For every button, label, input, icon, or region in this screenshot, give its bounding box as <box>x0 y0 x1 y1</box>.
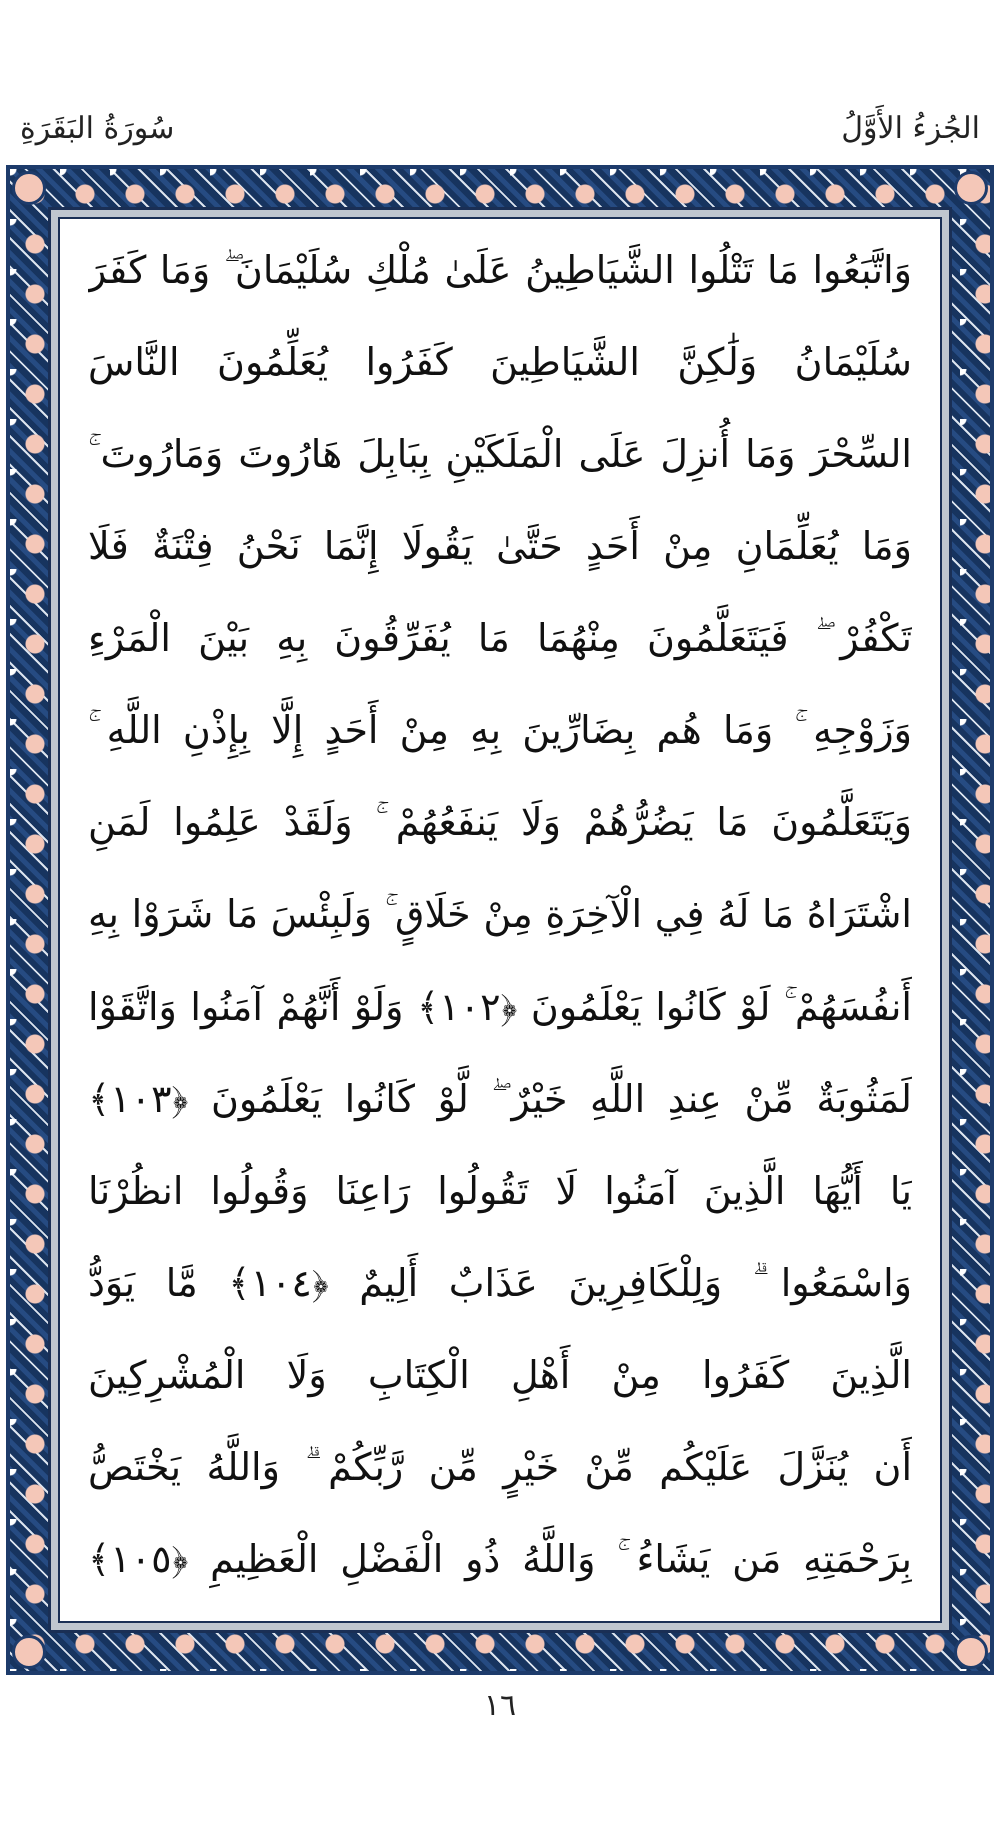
surah-title: سُورَةُ البَقَرَةِ <box>20 110 175 146</box>
text-panel <box>58 217 942 1623</box>
text-line: السِّحْرَ وَمَا أُنزِلَ عَلَى الْمَلَكَيْنِ بِبَابِلَ هَارُوتَ وَمَارُوتَ ۚ <box>88 432 912 477</box>
corner-ornament-icon <box>954 171 988 205</box>
quran-text <box>88 229 912 1601</box>
page-number: ١٦ <box>483 1688 517 1723</box>
text-line: اشْتَرَاهُ مَا لَهُ فِي الْآخِرَةِ مِنْ خَلَاقٍ ۚ وَلَبِئْسَ مَا شَرَوْا بِهِ <box>88 892 912 937</box>
corner-ornament-icon <box>12 171 46 205</box>
text-line: بِرَحْمَتِهِ مَن يَشَاءُ ۚ وَاللَّهُ ذُو الْفَضْلِ الْعَظِيمِ ﴿١٠٥﴾ <box>88 1536 912 1581</box>
text-line: وَاتَّبَعُوا مَا تَتْلُوا الشَّيَاطِينُ عَلَىٰ مُلْكِ سُلَيْمَانَ ۖ وَمَا كَفَرَ <box>88 248 912 292</box>
text-line: وَزَوْجِهِ ۚ وَمَا هُم بِضَارِّينَ بِهِ مِنْ أَحَدٍ إِلَّا بِإِذْنِ اللَّهِ ۚ <box>88 708 912 753</box>
text-line: أَن يُنَزَّلَ عَلَيْكُم مِّنْ خَيْرٍ مِّن رَّبِّكُمْ ۗ وَاللَّهُ يَخْتَصُّ <box>88 1444 912 1489</box>
text-line: وَيَتَعَلَّمُونَ مَا يَضُرُّهُمْ وَلَا يَنفَعُهُمْ ۚ وَلَقَدْ عَلِمُوا لَمَنِ <box>88 800 912 845</box>
text-line: تَكْفُرْ ۖ فَيَتَعَلَّمُونَ مِنْهُمَا مَا يُفَرِّقُونَ بِهِ بَيْنَ الْمَرْءِ <box>88 616 912 661</box>
border-band <box>48 207 952 1633</box>
juz-title: الجُزءُ الأَوَّلُ <box>841 110 980 146</box>
text-line: أَنفُسَهُمْ ۚ لَوْ كَانُوا يَعْلَمُونَ ﴿١٠٢﴾ وَلَوْ أَنَّهُمْ آمَنُوا وَاتَّقَوْا <box>88 984 912 1029</box>
text-line: وَاسْمَعُوا ۗ وَلِلْكَافِرِينَ عَذَابٌ أَلِيمٌ ﴿١٠٤﴾ مَّا يَوَدُّ <box>88 1260 912 1305</box>
text-line: يَا أَيُّهَا الَّذِينَ آمَنُوا لَا تَقُولُوا رَاعِنَا وَقُولُوا انظُرْنَا <box>88 1168 912 1213</box>
text-line: لَمَثُوبَةٌ مِّنْ عِندِ اللَّهِ خَيْرٌ ۖ لَّوْ كَانُوا يَعْلَمُونَ ﴿١٠٣﴾ <box>88 1076 912 1121</box>
text-line: الَّذِينَ كَفَرُوا مِنْ أَهْلِ الْكِتَابِ وَلَا الْمُشْرِكِينَ <box>88 1352 912 1397</box>
corner-ornament-icon <box>12 1635 46 1669</box>
text-line: سُلَيْمَانُ وَلَٰكِنَّ الشَّيَاطِينَ كَفَرُوا يُعَلِّمُونَ النَّاسَ <box>88 340 912 385</box>
corner-ornament-icon <box>954 1635 988 1669</box>
text-line: وَمَا يُعَلِّمَانِ مِنْ أَحَدٍ حَتَّىٰ يَقُولَا إِنَّمَا نَحْنُ فِتْنَةٌ فَلَا <box>88 524 912 569</box>
ornamental-border <box>6 165 994 1675</box>
page-header <box>20 100 980 156</box>
